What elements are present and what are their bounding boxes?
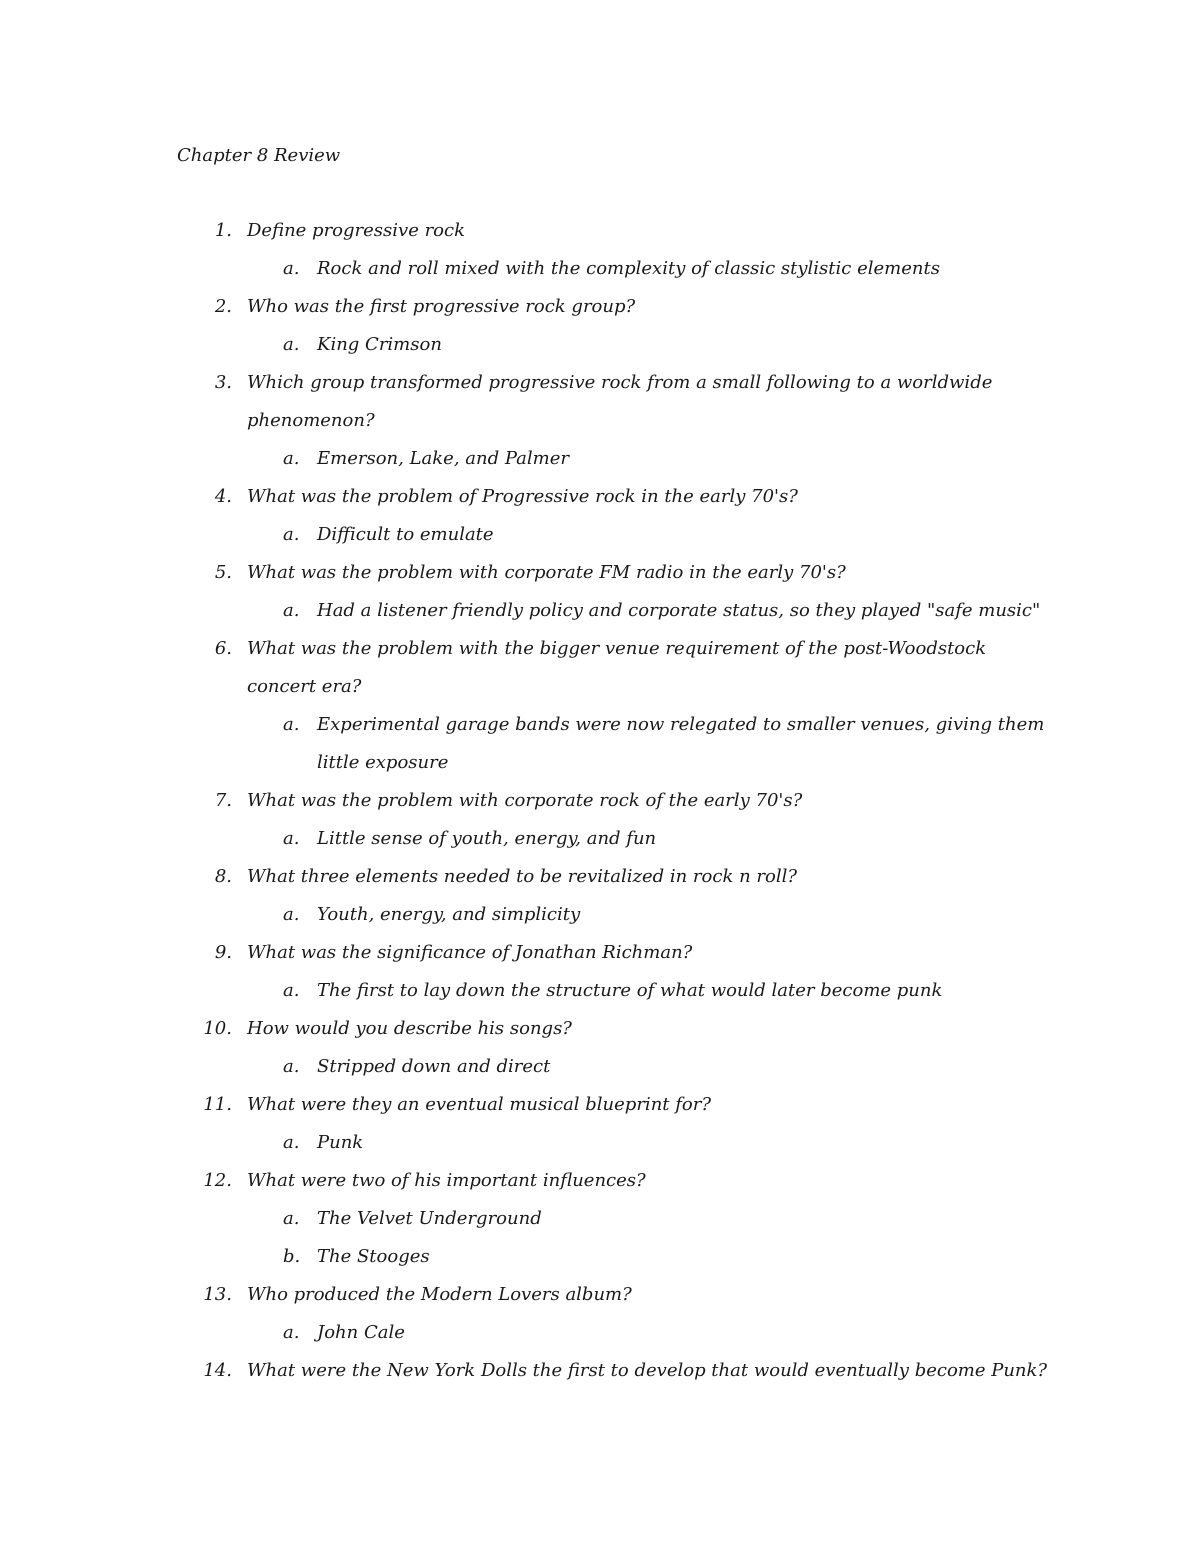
item-text: What three elements needed to be revitalized in rock n roll? — [247, 866, 797, 887]
item-text: What was the problem of Progressive rock in the early 70's? — [247, 486, 798, 507]
item-marker: 10. — [203, 1018, 232, 1039]
item-marker: a. — [283, 1322, 300, 1343]
item-marker: 11. — [203, 1094, 232, 1115]
question-item — [0, 1282, 1200, 1320]
item-text: What was the problem with corporate FM radio in the early 70's? — [247, 562, 846, 583]
answer-item — [0, 332, 1200, 370]
question-item — [0, 788, 1200, 826]
item-marker: a. — [283, 600, 300, 621]
answer-item — [0, 446, 1200, 484]
item-text: Punk — [317, 1132, 364, 1153]
answer-continuation — [0, 750, 1200, 788]
item-text: Little sense of youth, energy, and fun — [317, 828, 657, 849]
item-text: Who produced the Modern Lovers album? — [247, 1284, 632, 1305]
review-list — [0, 218, 1200, 1396]
item-marker: 9. — [214, 942, 232, 963]
question-item — [0, 218, 1200, 256]
item-text: Youth, energy, and simplicity — [317, 904, 581, 925]
item-text: Had a listener friendly policy and corporate status, so they played "safe music" — [317, 600, 1041, 621]
question-item — [0, 560, 1200, 598]
answer-item — [0, 826, 1200, 864]
question-item — [0, 294, 1200, 332]
answer-item — [0, 522, 1200, 560]
question-item — [0, 370, 1200, 408]
item-marker: a. — [283, 258, 300, 279]
answer-item — [0, 1130, 1200, 1168]
item-text: Experimental garage bands were now relegated to smaller venues, giving them — [317, 714, 1045, 735]
item-text: concert era? — [247, 676, 362, 697]
item-marker: 1. — [214, 220, 232, 241]
question-item — [0, 636, 1200, 674]
item-text: What was the problem with the bigger venue requirement of the post-Woodstock — [247, 638, 987, 659]
item-text: Who was the first progressive rock group? — [247, 296, 636, 317]
item-marker: a. — [283, 1208, 300, 1229]
item-text: Rock and roll mixed with the complexity of classic stylistic elements — [317, 258, 940, 279]
question-continuation — [0, 408, 1200, 446]
question-item — [0, 1168, 1200, 1206]
item-marker: a. — [283, 1056, 300, 1077]
item-marker: a. — [283, 980, 300, 1001]
question-continuation — [0, 674, 1200, 712]
item-marker: a. — [283, 828, 300, 849]
item-text: The Velvet Underground — [317, 1208, 542, 1229]
item-marker: 5. — [214, 562, 232, 583]
item-marker: 3. — [214, 372, 232, 393]
item-marker: b. — [283, 1246, 301, 1267]
item-text: Emerson, Lake, and Palmer — [317, 448, 569, 469]
item-text: Which group transformed progressive rock from a small following to a worldwide — [247, 372, 993, 393]
item-text: Define progressive rock — [247, 220, 466, 241]
item-text: The first to lay down the structure of what would later become punk — [317, 980, 943, 1001]
question-item — [0, 864, 1200, 902]
answer-item — [0, 598, 1200, 636]
item-text: What was the significance of Jonathan Richman? — [247, 942, 693, 963]
item-marker: 14. — [203, 1360, 232, 1381]
question-item — [0, 940, 1200, 978]
item-marker: a. — [283, 714, 300, 735]
item-marker: 4. — [214, 486, 232, 507]
item-text: little exposure — [317, 752, 449, 773]
item-marker: 12. — [203, 1170, 232, 1191]
item-text: Difficult to emulate — [317, 524, 494, 545]
item-marker: 7. — [214, 790, 232, 811]
item-text: What were two of his important influences? — [247, 1170, 646, 1191]
answer-item — [0, 1320, 1200, 1358]
item-text: Stripped down and direct — [317, 1056, 551, 1077]
item-marker: 8. — [214, 866, 232, 887]
answer-item — [0, 978, 1200, 1016]
item-text: phenomenon? — [247, 410, 375, 431]
question-item — [0, 1016, 1200, 1054]
item-marker: a. — [283, 524, 300, 545]
answer-item — [0, 256, 1200, 294]
answer-item — [0, 712, 1200, 750]
page-title: Chapter 8 Review — [177, 145, 341, 166]
question-item — [0, 1358, 1200, 1396]
item-marker: 6. — [214, 638, 232, 659]
item-text: John Cale — [317, 1322, 405, 1343]
question-item — [0, 1092, 1200, 1130]
item-marker: a. — [283, 904, 300, 925]
item-marker: a. — [283, 448, 300, 469]
item-text: What were they an eventual musical blueprint for? — [247, 1094, 711, 1115]
question-item — [0, 484, 1200, 522]
item-text: King Crimson — [317, 334, 442, 355]
answer-item — [0, 902, 1200, 940]
answer-item — [0, 1206, 1200, 1244]
item-marker: 13. — [203, 1284, 232, 1305]
answer-item — [0, 1244, 1200, 1282]
item-text: How would you describe his songs? — [247, 1018, 572, 1039]
item-marker: 2. — [214, 296, 232, 317]
item-marker: a. — [283, 334, 300, 355]
answer-item — [0, 1054, 1200, 1092]
item-text: What were the New York Dolls the first to develop that would eventually become Punk? — [247, 1360, 1048, 1381]
item-text: What was the problem with corporate rock of the early 70's? — [247, 790, 803, 811]
item-marker: a. — [283, 1132, 300, 1153]
item-text: The Stooges — [317, 1246, 430, 1267]
